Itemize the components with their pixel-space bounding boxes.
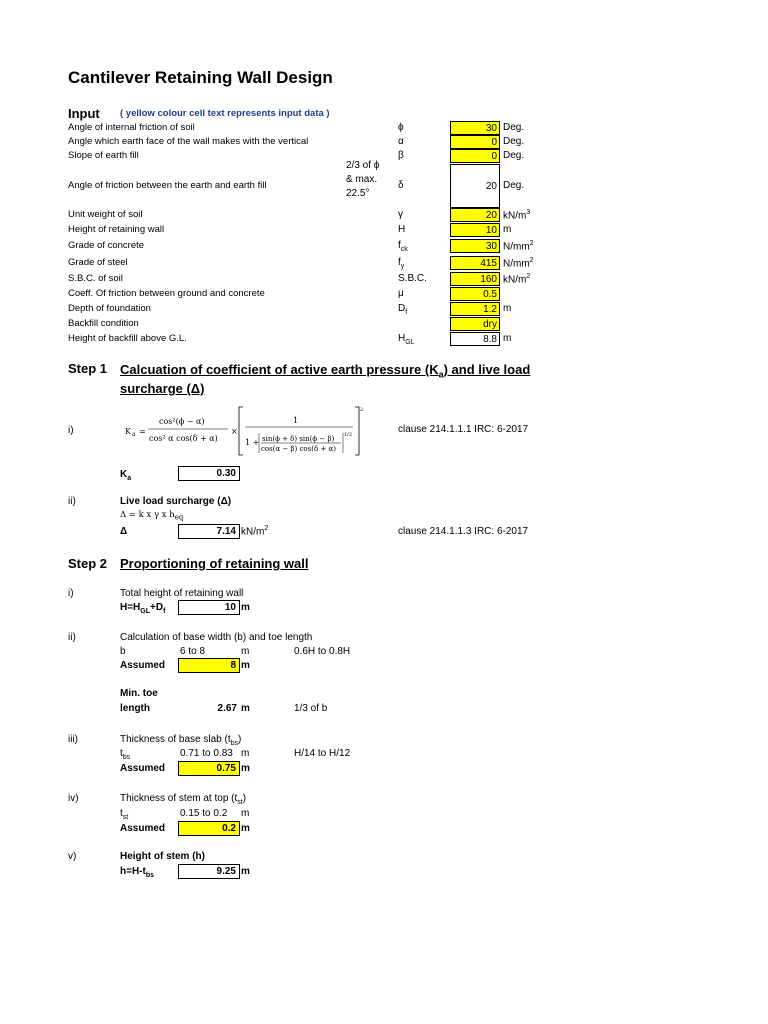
step2-title: Proportioning of retaining wall [120,556,309,571]
svg-text:a: a [132,431,136,438]
step2-label: Step 2 [68,556,108,571]
b-rule: 0.6H to 0.8H [294,646,351,657]
ka-value: 0.30 [178,466,240,481]
input-heading: Input [68,106,100,121]
input-row-label: Backfill condition [68,318,139,329]
input-row-unit: $kN/m^2$ [503,273,531,286]
input-row-symbol: γ [398,209,403,220]
input-row-label: Angle of friction between the earth and earth fill [68,180,267,191]
input-row-unit: m [503,333,512,344]
input-row-unit: m [503,303,512,314]
ka-label: $K_a$ [120,469,132,482]
input-row-label: Height of retaining wall [68,224,165,235]
step2-ii: ii) [68,632,76,643]
input-row-value[interactable]: 20 [450,208,500,222]
tst-assumed-unit: m [241,823,250,834]
total-height-expr: $H=H_{GL}+D_f$ [120,602,166,615]
step1-title-line2: surcharge (Δ) [120,381,205,396]
input-row-unit: Deg. [503,122,525,133]
input-row-symbol: $f_y$ [398,257,405,270]
input-row-label: Grade of concrete [68,240,145,251]
tbs-unit: m [241,748,250,759]
b-label: b [120,646,126,657]
tbs-label: $t_{bs}$ [120,748,131,761]
b-assumed-label: Assumed [120,660,166,671]
step1-ii: ii) [68,496,76,507]
input-row-value[interactable]: 1.2 [450,302,500,316]
input-row-label: Coeff. Of friction between ground and concrete [68,288,265,299]
delta-note-line: 2/3 of ϕ [346,160,380,171]
svg-text:=: = [139,427,146,436]
total-height-value: 10 [178,600,240,615]
tst-range: 0.15 to 0.2 [180,808,228,819]
tst-assumed-value[interactable]: 0.2 [178,821,240,836]
total-height-label: Total height of retaining wall [120,588,244,599]
svg-text:1: 1 [293,416,299,425]
input-row-symbol: μ [398,288,404,299]
input-row-symbol: ϕ [398,122,404,133]
surcharge-label: Live load surcharge (Δ) [120,496,232,507]
step1-i: i) [68,425,74,436]
input-row-unit: $N/mm^2$ [503,257,534,270]
tbs-rule: H/14 to H/12 [294,748,351,759]
base-slab-label: Thickness of base slab $(t_{bs})$ [120,734,242,747]
tbs-assumed-value[interactable]: 0.75 [178,761,240,776]
input-row-label: Height of backfill above G.L. [68,333,187,344]
b-range: 6 to 8 [180,646,206,657]
delta-note-line: 22.5° [346,188,370,199]
input-row-unit: $kN/m^3$ [503,209,531,222]
input-row-symbol: $D_f$ [398,303,408,316]
input-row-symbol: H [398,224,406,235]
tbs-assumed-label: Assumed [120,763,166,774]
input-row-value[interactable]: 160 [450,272,500,286]
clause-2: clause 214.1.1.3 IRC: 6-2017 [398,526,529,537]
step2-iii: iii) [68,734,78,745]
input-row-symbol: β [398,150,404,161]
input-row-value[interactable]: 0.5 [450,287,500,301]
min-toe-rule: 1/3 of b [294,703,328,714]
delta-unit: $kN/m^2$ [241,525,269,538]
stem-height-value: 9.25 [178,864,240,879]
svg-text:cos(α − β) cos(δ + α): cos(α − β) cos(δ + α) [261,445,336,453]
step1-title: Calcuation of coefficient of active earth pressure $(K_a)$ and live load [120,362,531,380]
input-row-unit: Deg. [503,150,525,161]
input-row-value[interactable]: 0 [450,149,500,163]
input-row-unit: $N/mm^2$ [503,240,534,253]
surcharge-formula: Δ = k x γ x $h_{eq}$ [120,510,184,522]
tst-assumed-label: Assumed [120,823,166,834]
svg-text:2: 2 [360,407,364,413]
delta-label: Δ [120,526,128,537]
b-assumed-unit: m [241,660,250,671]
input-row-value: 8.8 [450,332,500,346]
input-row-symbol: $H_{GL}$ [398,333,415,346]
stem-top-label: Thickness of stem at top $(t_{st})$ [120,793,247,806]
input-note: ( yellow colour cell text represents input data ) [120,108,330,119]
min-toe-label-2: length [120,703,150,714]
input-row-symbol: δ [398,180,404,191]
input-row-value[interactable]: 0 [450,135,500,149]
input-row-unit: Deg. [503,180,525,191]
delta-note-line: & max. [346,174,378,185]
min-toe-label-1: Min. toe [120,688,158,699]
base-width-label: Calculation of base width (b) and toe length [120,632,313,643]
b-assumed-value[interactable]: 8 [178,658,240,673]
step1-label: Step 1 [68,361,108,376]
input-row-unit: m [503,224,512,235]
input-row-value[interactable]: 415 [450,256,500,270]
input-row-value: 20 [450,164,500,208]
total-height-unit: m [241,602,250,613]
input-row-label: Unit weight of soil [68,209,143,220]
b-unit: m [241,646,250,657]
input-row-value[interactable]: 30 [450,239,500,253]
svg-text:1/2: 1/2 [344,432,353,438]
svg-text:sin(ϕ + δ) sin(ϕ − β): sin(ϕ + δ) sin(ϕ − β) [262,435,335,443]
input-row-unit: Deg. [503,136,525,147]
svg-text:K: K [125,427,131,436]
input-row-value[interactable]: 30 [450,121,500,135]
step2-iv: iv) [68,793,79,804]
input-row-value[interactable]: dry [450,317,500,331]
stem-height-unit: m [241,866,250,877]
tst-label: $t_{st}$ [120,808,129,821]
input-row-label: Angle of internal friction of soil [68,122,195,133]
clause-1: clause 214.1.1.1 IRC: 6-2017 [398,424,529,435]
input-row-label: Grade of steel [68,257,128,268]
input-row-symbol: $f_{ck}$ [398,240,408,253]
stem-height-label: Height of stem (h) [120,851,205,862]
input-row-value[interactable]: 10 [450,223,500,237]
delta-value: 7.14 [178,524,240,539]
input-row-symbol: S.B.C. [398,273,427,284]
min-toe-value: 2.67 [217,703,237,714]
tbs-range: 0.71 to 0.83 [180,748,233,759]
step2-i: i) [68,588,74,599]
tst-unit: m [241,808,250,819]
min-toe-unit: m [241,703,250,714]
svg-text:1 +: 1 + [245,438,260,447]
svg-text:×: × [231,427,238,436]
page-title: Cantilever Retaining Wall Design [68,68,333,87]
ka-formula-image [119,403,362,459]
svg-text:cos² α cos(δ + α): cos² α cos(δ + α) [149,434,218,443]
input-row-label: Angle which earth face of the wall makes with the vertical [68,136,309,147]
input-row-symbol: α [398,136,404,147]
step2-v: v) [68,851,77,862]
input-row-label: Slope of earth fill [68,150,139,161]
svg-text:cos²(ϕ − α): cos²(ϕ − α) [159,417,205,426]
input-row-label: S.B.C. of soil [68,273,123,284]
stem-height-expr: $h=H-t_{bs}$ [120,866,155,879]
tbs-assumed-unit: m [241,763,250,774]
input-row-label: Depth of foundation [68,303,151,314]
